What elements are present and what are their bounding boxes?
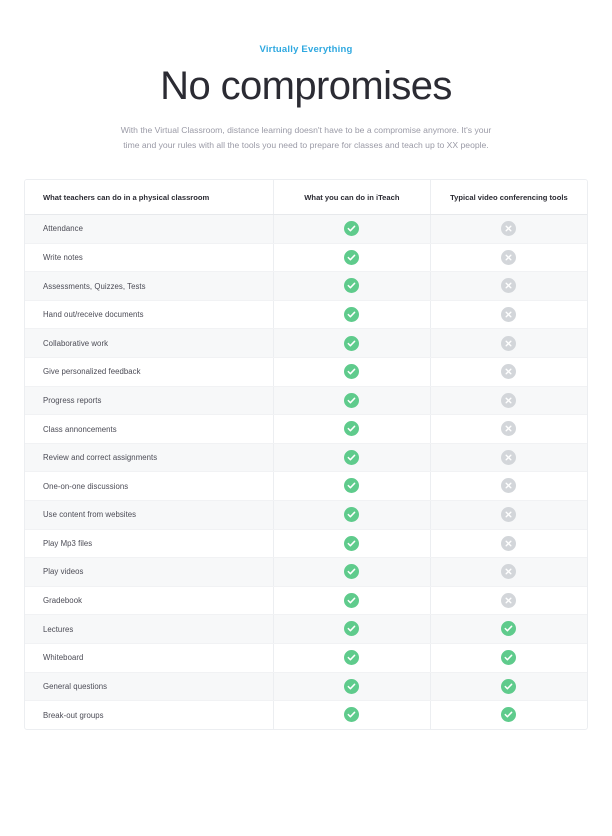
table-cell-feature: Gradebook: [25, 586, 274, 615]
table-cell-typical: [430, 643, 587, 672]
page-title: No compromises: [160, 64, 452, 108]
column-header-feature: What teachers can do in a physical classroom: [25, 180, 274, 215]
table-cell-iteach: [274, 529, 431, 558]
table-row: [25, 443, 587, 472]
check-circle-icon: [344, 421, 359, 436]
table-cell-typical: [430, 472, 587, 501]
table-cell-iteach: [274, 386, 431, 415]
table-cell-typical: [430, 300, 587, 329]
table-row: [25, 558, 587, 587]
table-cell-feature: Lectures: [25, 615, 274, 644]
table-cell-typical: [430, 586, 587, 615]
table-cell-feature: Write notes: [25, 243, 274, 272]
check-circle-icon: [344, 536, 359, 551]
table-cell-feature: Play videos: [25, 558, 274, 587]
check-circle-icon: [344, 650, 359, 665]
table-cell-iteach: [274, 558, 431, 587]
table-cell-typical: [430, 529, 587, 558]
table-cell-iteach: [274, 672, 431, 701]
table-row: [25, 615, 587, 644]
table-cell-iteach: [274, 501, 431, 530]
check-circle-icon: [501, 707, 516, 722]
check-circle-icon: [344, 478, 359, 493]
table-row: [25, 529, 587, 558]
cross-circle-icon: [501, 307, 516, 322]
check-circle-icon: [344, 221, 359, 236]
table-cell-iteach: [274, 215, 431, 244]
check-circle-icon: [501, 650, 516, 665]
table-cell-typical: [430, 558, 587, 587]
check-circle-icon: [344, 707, 359, 722]
check-circle-icon: [344, 307, 359, 322]
table-cell-feature: Collaborative work: [25, 329, 274, 358]
table-cell-typical: [430, 215, 587, 244]
table-cell-typical: [430, 386, 587, 415]
check-circle-icon: [344, 278, 359, 293]
table-cell-typical: [430, 243, 587, 272]
table-cell-feature: Progress reports: [25, 386, 274, 415]
table-row: [25, 501, 587, 530]
table-row: [25, 643, 587, 672]
table-cell-iteach: [274, 415, 431, 444]
table-row: [25, 215, 587, 244]
table-cell-typical: [430, 615, 587, 644]
cross-circle-icon: [501, 507, 516, 522]
table-cell-feature: Attendance: [25, 215, 274, 244]
table-cell-iteach: [274, 329, 431, 358]
table-cell-typical: [430, 272, 587, 301]
check-circle-icon: [344, 250, 359, 265]
table-row: [25, 672, 587, 701]
check-circle-icon: [344, 507, 359, 522]
page: [0, 44, 612, 836]
table-cell-iteach: [274, 643, 431, 672]
cross-circle-icon: [501, 364, 516, 379]
table-body: [25, 215, 587, 730]
check-circle-icon: [344, 679, 359, 694]
table-header: [25, 180, 587, 215]
table-cell-iteach: [274, 586, 431, 615]
table-cell-feature: Give personalized feedback: [25, 358, 274, 387]
check-circle-icon: [344, 593, 359, 608]
table-cell-typical: [430, 443, 587, 472]
cross-circle-icon: [501, 421, 516, 436]
table-row: [25, 243, 587, 272]
table-header-row: [25, 180, 587, 215]
table-row: [25, 701, 587, 730]
table-cell-iteach: [274, 358, 431, 387]
cross-circle-icon: [501, 564, 516, 579]
check-circle-icon: [344, 336, 359, 351]
table-cell-iteach: [274, 472, 431, 501]
table-cell-iteach: [274, 272, 431, 301]
column-header-typical: Typical video conferencing tools: [430, 180, 587, 215]
table-row: [25, 586, 587, 615]
table-cell-feature: Review and correct assignments: [25, 443, 274, 472]
table-cell-feature: Use content from websites: [25, 501, 274, 530]
cross-circle-icon: [501, 450, 516, 465]
column-header-iteach: What you can do in iTeach: [274, 180, 431, 215]
table-cell-iteach: [274, 243, 431, 272]
check-circle-icon: [501, 679, 516, 694]
table-cell-feature: General questions: [25, 672, 274, 701]
table-row: [25, 472, 587, 501]
cross-circle-icon: [501, 221, 516, 236]
table-row: [25, 329, 587, 358]
table-cell-typical: [430, 358, 587, 387]
check-circle-icon: [344, 564, 359, 579]
check-circle-icon: [501, 621, 516, 636]
check-circle-icon: [344, 621, 359, 636]
table-cell-feature: Whiteboard: [25, 643, 274, 672]
table-cell-iteach: [274, 701, 431, 730]
table-cell-iteach: [274, 300, 431, 329]
table-cell-feature: Class annoncements: [25, 415, 274, 444]
table-row: [25, 358, 587, 387]
cross-circle-icon: [501, 393, 516, 408]
table-cell-iteach: [274, 615, 431, 644]
table-row: [25, 300, 587, 329]
table-cell-typical: [430, 329, 587, 358]
eyebrow-label: Virtually Everything: [259, 44, 353, 55]
cross-circle-icon: [501, 593, 516, 608]
cross-circle-icon: [501, 278, 516, 293]
table-cell-typical: [430, 701, 587, 730]
table-cell-feature: Break-out groups: [25, 701, 274, 730]
table-cell-feature: Play Mp3 files: [25, 529, 274, 558]
cross-circle-icon: [501, 336, 516, 351]
comparison-table-element: [25, 180, 587, 729]
table-row: [25, 415, 587, 444]
table-cell-typical: [430, 672, 587, 701]
cross-circle-icon: [501, 478, 516, 493]
check-circle-icon: [344, 393, 359, 408]
cross-circle-icon: [501, 536, 516, 551]
table-row: [25, 386, 587, 415]
table-cell-feature: Assessments, Quizzes, Tests: [25, 272, 274, 301]
table-cell-typical: [430, 501, 587, 530]
table-cell-feature: Hand out/receive documents: [25, 300, 274, 329]
check-circle-icon: [344, 450, 359, 465]
table-cell-iteach: [274, 443, 431, 472]
table-cell-typical: [430, 415, 587, 444]
check-circle-icon: [344, 364, 359, 379]
cross-circle-icon: [501, 250, 516, 265]
page-subtitle: With the Virtual Classroom, distance learning doesn't have to be a compromise anymore. It's your time and your rules with all the tools you need to prepare for classes and teach up to XX people.: [120, 125, 492, 151]
table-row: [25, 272, 587, 301]
comparison-table: [24, 179, 588, 730]
table-cell-feature: One-on-one discussions: [25, 472, 274, 501]
